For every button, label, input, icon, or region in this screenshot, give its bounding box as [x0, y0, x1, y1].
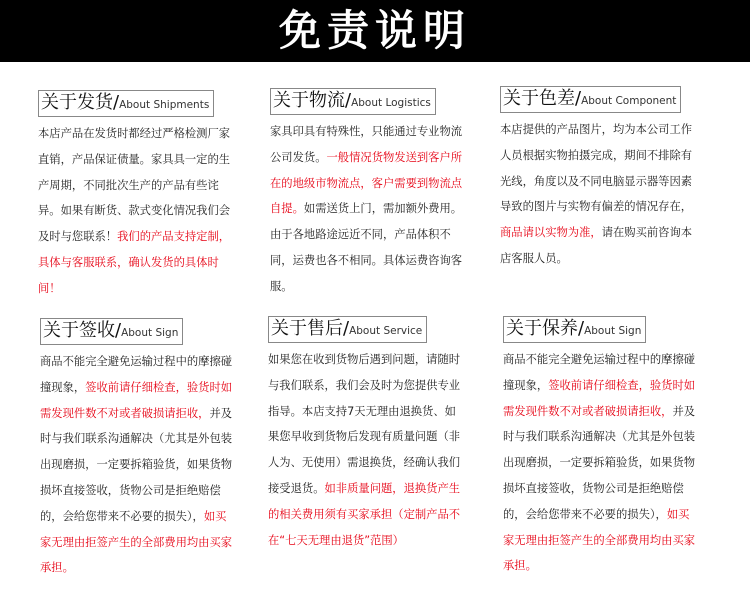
body-text: 本店产品在发货时都经过严格检测厂家直销，产品保证债量。家具具一定的生产周期，不同批次生产的产品有些诧异。如果有断货、款式变化情况我们会及时与您联系！	[38, 127, 231, 244]
page-title: 免责说明	[278, 6, 471, 55]
section-title-en: About Service	[349, 325, 423, 337]
section-color-difference	[500, 86, 696, 272]
body-text-highlight: 如非质量问题，退换货产生的相关费用须有买家承担（定制产品不在“七天无理由退货”范围）	[268, 481, 461, 547]
section-body	[40, 349, 236, 581]
section-title-en: About Shipments	[119, 99, 210, 111]
body-text: 并及时与我们联系沟通解决（尤其是外包装出现磨损，一定要拆箱验货，如果货物损坏直接签收，货物公司是拒绝赔偿的，会给您带来不必要的损失），	[503, 404, 696, 521]
section-title-zh: 关于保养/	[506, 318, 585, 339]
section-title	[38, 90, 214, 117]
body-text-highlight: 签收前请仔细检查，验货时如需发现件数不对或者破损请拒收，	[40, 380, 233, 420]
section-title	[503, 316, 646, 343]
section-body	[500, 117, 696, 272]
section-sign	[40, 318, 236, 581]
body-text: 如需送货上门，需加额外费用。由于各地路途远近不同，产品体积不同，运费也各不相同。具体运费咨询客服。	[270, 202, 463, 293]
body-text: 家具印具有特殊性，只能通过专业物流公司发货。	[270, 125, 463, 164]
body-text: 请在购买前咨询本店客服人员。	[500, 226, 693, 265]
section-title	[500, 86, 681, 113]
section-title-zh: 关于发货/	[41, 92, 120, 113]
section-body	[503, 347, 699, 579]
section-title-en: About Component	[581, 95, 677, 107]
section-body	[270, 119, 466, 300]
section-title-en: About Sign	[584, 325, 642, 337]
section-title	[268, 316, 427, 343]
body-text-highlight: 我们的产品支持定制，具体与客服联系，确认发货的具体时间！	[38, 230, 231, 295]
section-maintenance	[503, 316, 699, 579]
section-body	[38, 121, 234, 302]
header-bar	[0, 0, 750, 62]
section-title	[270, 88, 436, 115]
body-text-highlight: 商品请以实物为准，	[500, 226, 602, 240]
section-title-zh: 关于售后/	[271, 318, 350, 339]
body-text: 并及时与我们联系沟通解决（尤其是外包装出现磨损，一定要拆箱验货，如果货物损坏直接签收，货物公司是拒绝赔偿的，会给您带来不必要的损失），	[40, 406, 233, 523]
body-text: 如果您在收到货物后遇到问题，请随时与我们联系，我们会及时为您提供专业指导。本店支持7天无理由退换货、如果您早收到货物后发现有质量问题（非人为、无使用）需退换货，经确认我们接受退货。	[268, 353, 461, 495]
body-text: 商品不能完全避免运输过程中的摩擦碰撞现象，	[503, 353, 696, 392]
body-text-highlight: 如买家无理由拒签产生的全部费用均由买家承担。	[503, 507, 696, 573]
body-text-highlight: 一般情况货物发送到客户所在的地级市物流点，客户需要到物流点自提。	[270, 150, 463, 216]
section-body	[268, 347, 464, 553]
section-shipments	[38, 90, 234, 302]
section-title-zh: 关于物流/	[273, 90, 352, 111]
section-title-zh: 关于色差/	[503, 88, 582, 109]
body-text: 商品不能完全避免运输过程中的摩擦碰撞现象，	[40, 355, 233, 394]
section-title-zh: 关于签收/	[43, 320, 122, 341]
section-title-en: About Logistics	[351, 97, 431, 109]
section-title	[40, 318, 183, 345]
section-title-en: About Sign	[121, 327, 179, 339]
body-text: 本店提供的产品图片，均为本公司工作人员根据实物拍摄完成，期间不排除有光线，角度以及不同电脑显示器等因素导致的图片与实物有偏差的情况存在，	[500, 123, 693, 214]
section-logistics	[270, 88, 466, 300]
body-text-highlight: 签收前请仔细检查，验货时如需发现件数不对或者破损请拒收，	[503, 378, 696, 418]
body-text-highlight: 如买家无理由拒签产生的全部费用均由买家承担。	[40, 509, 233, 575]
section-service	[268, 316, 464, 553]
